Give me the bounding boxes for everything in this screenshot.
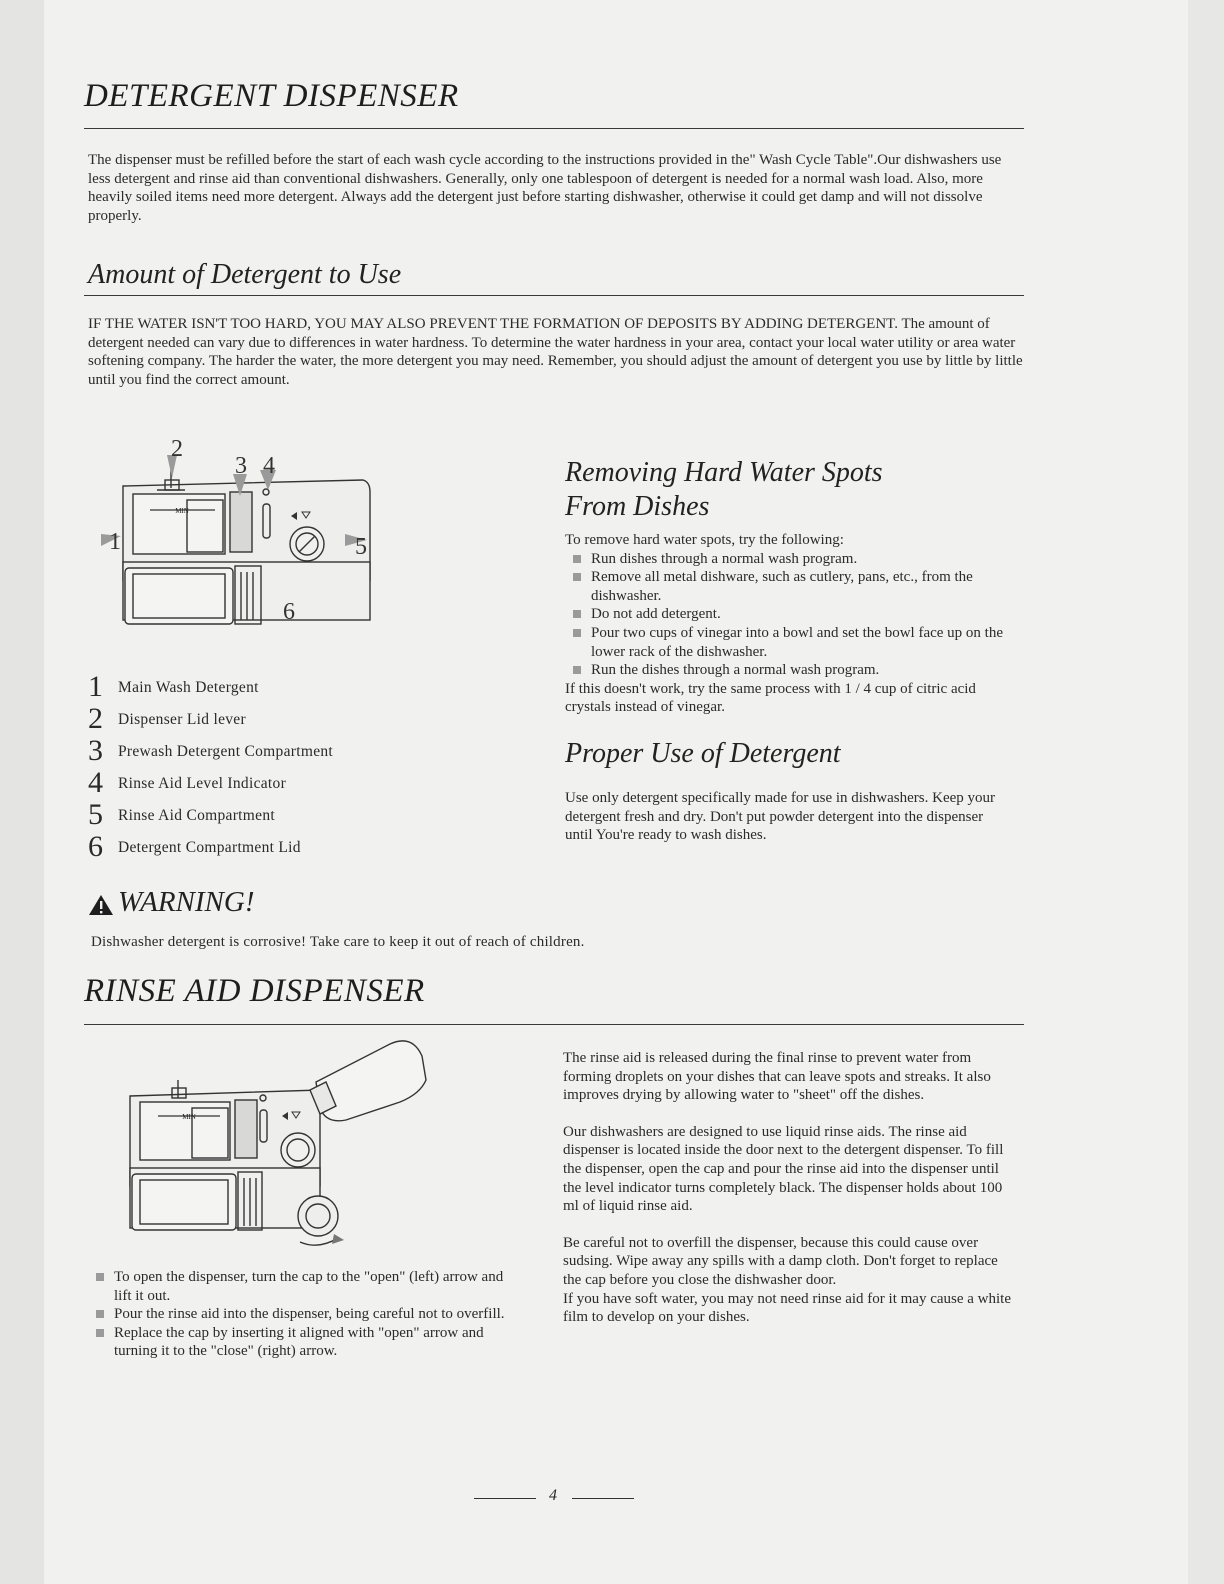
hard-water-title: Removing Hard Water Spots From Dishes bbox=[565, 457, 883, 522]
rinse-aid-dispenser-diagram bbox=[120, 1036, 430, 1246]
warning-text: Dishwasher detergent is corrosive! Take care to keep it out of reach of children. bbox=[91, 934, 585, 950]
min-mark: MIN bbox=[182, 1113, 196, 1121]
section-title-detergent-dispenser: DETERGENT DISPENSER bbox=[84, 78, 459, 114]
title-rule bbox=[84, 1024, 1024, 1025]
list-item: Pour two cups of vinegar into a bowl and set the bowl face up on the lower rack of the dishwasher. bbox=[565, 624, 1015, 661]
page-margin-left bbox=[0, 0, 44, 1584]
hard-water-outro: If this doesn't work, try the same process with 1 / 4 cup of citric acid crystals instead of vinegar. bbox=[565, 680, 976, 716]
page-number: 4 bbox=[549, 1487, 557, 1504]
diagram-label-5: 5 bbox=[355, 534, 367, 560]
list-item: Replace the cap by inserting it aligned with "open" arrow and turning it to the "close" (right) arrow. bbox=[88, 1324, 523, 1361]
rinse-aid-text bbox=[563, 1049, 1018, 1327]
amount-paragraph: IF THE WATER ISN'T TOO HARD, YOU MAY ALSO PREVENT THE FORMATION OF DEPOSITS BY ADDING DETERGENT. The amount of detergent needed can vary due to differences in water hardness. To determine the water hardness in your area, contact your local water utility or area water softening company. The harder the water, the more detergent you may need. Remember, you should adjust the amount of detergent you use by little by little until you find the correct amount. bbox=[88, 316, 1023, 388]
detergent-intro-paragraph: The dispenser must be refilled before the start of each wash cycle according to the instructions provided in the" Wash Cycle Table".Our dishwashers use less detergent and rinse aid than conventional dishwashers. Generally, only one tablespoon of detergent is needed for a normal wash load. Also, more heavily soiled items need more detergent. Always add the detergent just before starting dishwasher, otherwise it could get damp and will not dissolve properly. bbox=[88, 152, 1002, 224]
list-item: Run the dishes through a normal wash program. bbox=[565, 661, 1015, 680]
title-rule bbox=[84, 295, 1024, 296]
rinse-aid-steps bbox=[88, 1268, 523, 1361]
part-item: 3 Prewash Detergent Compartment bbox=[88, 734, 334, 767]
proper-use-paragraph: Use only detergent specifically made for use in dishwashers. Keep your detergent fresh and dry. Don't put powder detergent into the dispenser until You're ready to wash dishes. bbox=[565, 790, 996, 844]
rinse-aid-paragraph: Be careful not to overfill the dispenser, because this could cause over sudsing. Wipe away any spills with a damp cloth. Don't forget to replace the cap before you close the dishwasher door. bbox=[563, 1234, 998, 1288]
list-item: Pour the rinse aid into the dispenser, being careful not to overfill. bbox=[88, 1305, 523, 1324]
part-item: 5 Rinse Aid Compartment bbox=[88, 798, 275, 831]
rinse-aid-paragraph: If you have soft water, you may not need rinse aid for it may cause a white film to develop on your dishes. bbox=[563, 1290, 1012, 1326]
section-title-amount: Amount of Detergent to Use bbox=[88, 259, 402, 290]
footer-rule-right bbox=[572, 1498, 634, 1499]
warning-title: WARNING! bbox=[118, 886, 255, 918]
section-title-rinse-aid: RINSE AID DISPENSER bbox=[84, 973, 425, 1009]
rinse-aid-paragraph: The rinse aid is released during the final rinse to prevent water from forming droplets on your dishes that can leave spots and streaks. It also improves drying by allowing water to "sheet" off the dishes. bbox=[563, 1050, 991, 1104]
hard-water-section bbox=[565, 531, 1015, 717]
part-item: 2 Dispenser Lid lever bbox=[88, 702, 246, 735]
proper-use-title: Proper Use of Detergent bbox=[565, 738, 841, 769]
diagram-label-2: 2 bbox=[171, 436, 183, 462]
diagram-label-1: 1 bbox=[109, 529, 121, 555]
detergent-dispenser-diagram bbox=[95, 430, 385, 635]
warning-triangle-icon bbox=[88, 894, 114, 916]
hard-water-intro: To remove hard water spots, try the following: bbox=[565, 532, 844, 548]
list-item: Do not add detergent. bbox=[565, 605, 1015, 624]
part-item: 4 Rinse Aid Level Indicator bbox=[88, 766, 287, 799]
part-item: 1 Main Wash Detergent bbox=[88, 670, 259, 703]
rinse-aid-paragraph: Our dishwashers are designed to use liquid rinse aids. The rinse aid dispenser is located inside the door next to the detergent dispenser. To fill the dispenser, open the cap and pour the rinse aid into the dispenser until the level indicator turns completely black. The dispenser holds about 100 ml of liquid rinse aid. bbox=[563, 1123, 1004, 1215]
title-rule bbox=[84, 128, 1024, 129]
page-margin-right bbox=[1188, 0, 1224, 1584]
min-mark: MIN bbox=[175, 507, 189, 515]
list-item: Remove all metal dishware, such as cutlery, pans, etc., from the dishwasher. bbox=[565, 568, 1015, 605]
list-item: Run dishes through a normal wash program. bbox=[565, 550, 1015, 569]
diagram-label-6: 6 bbox=[283, 599, 295, 625]
diagram-label-4: 4 bbox=[263, 453, 275, 479]
diagram-label-3: 3 bbox=[235, 453, 247, 479]
list-item: To open the dispenser, turn the cap to the "open" (left) arrow and lift it out. bbox=[88, 1268, 523, 1305]
footer-rule-left bbox=[474, 1498, 536, 1499]
part-item: 6 Detergent Compartment Lid bbox=[88, 830, 301, 863]
